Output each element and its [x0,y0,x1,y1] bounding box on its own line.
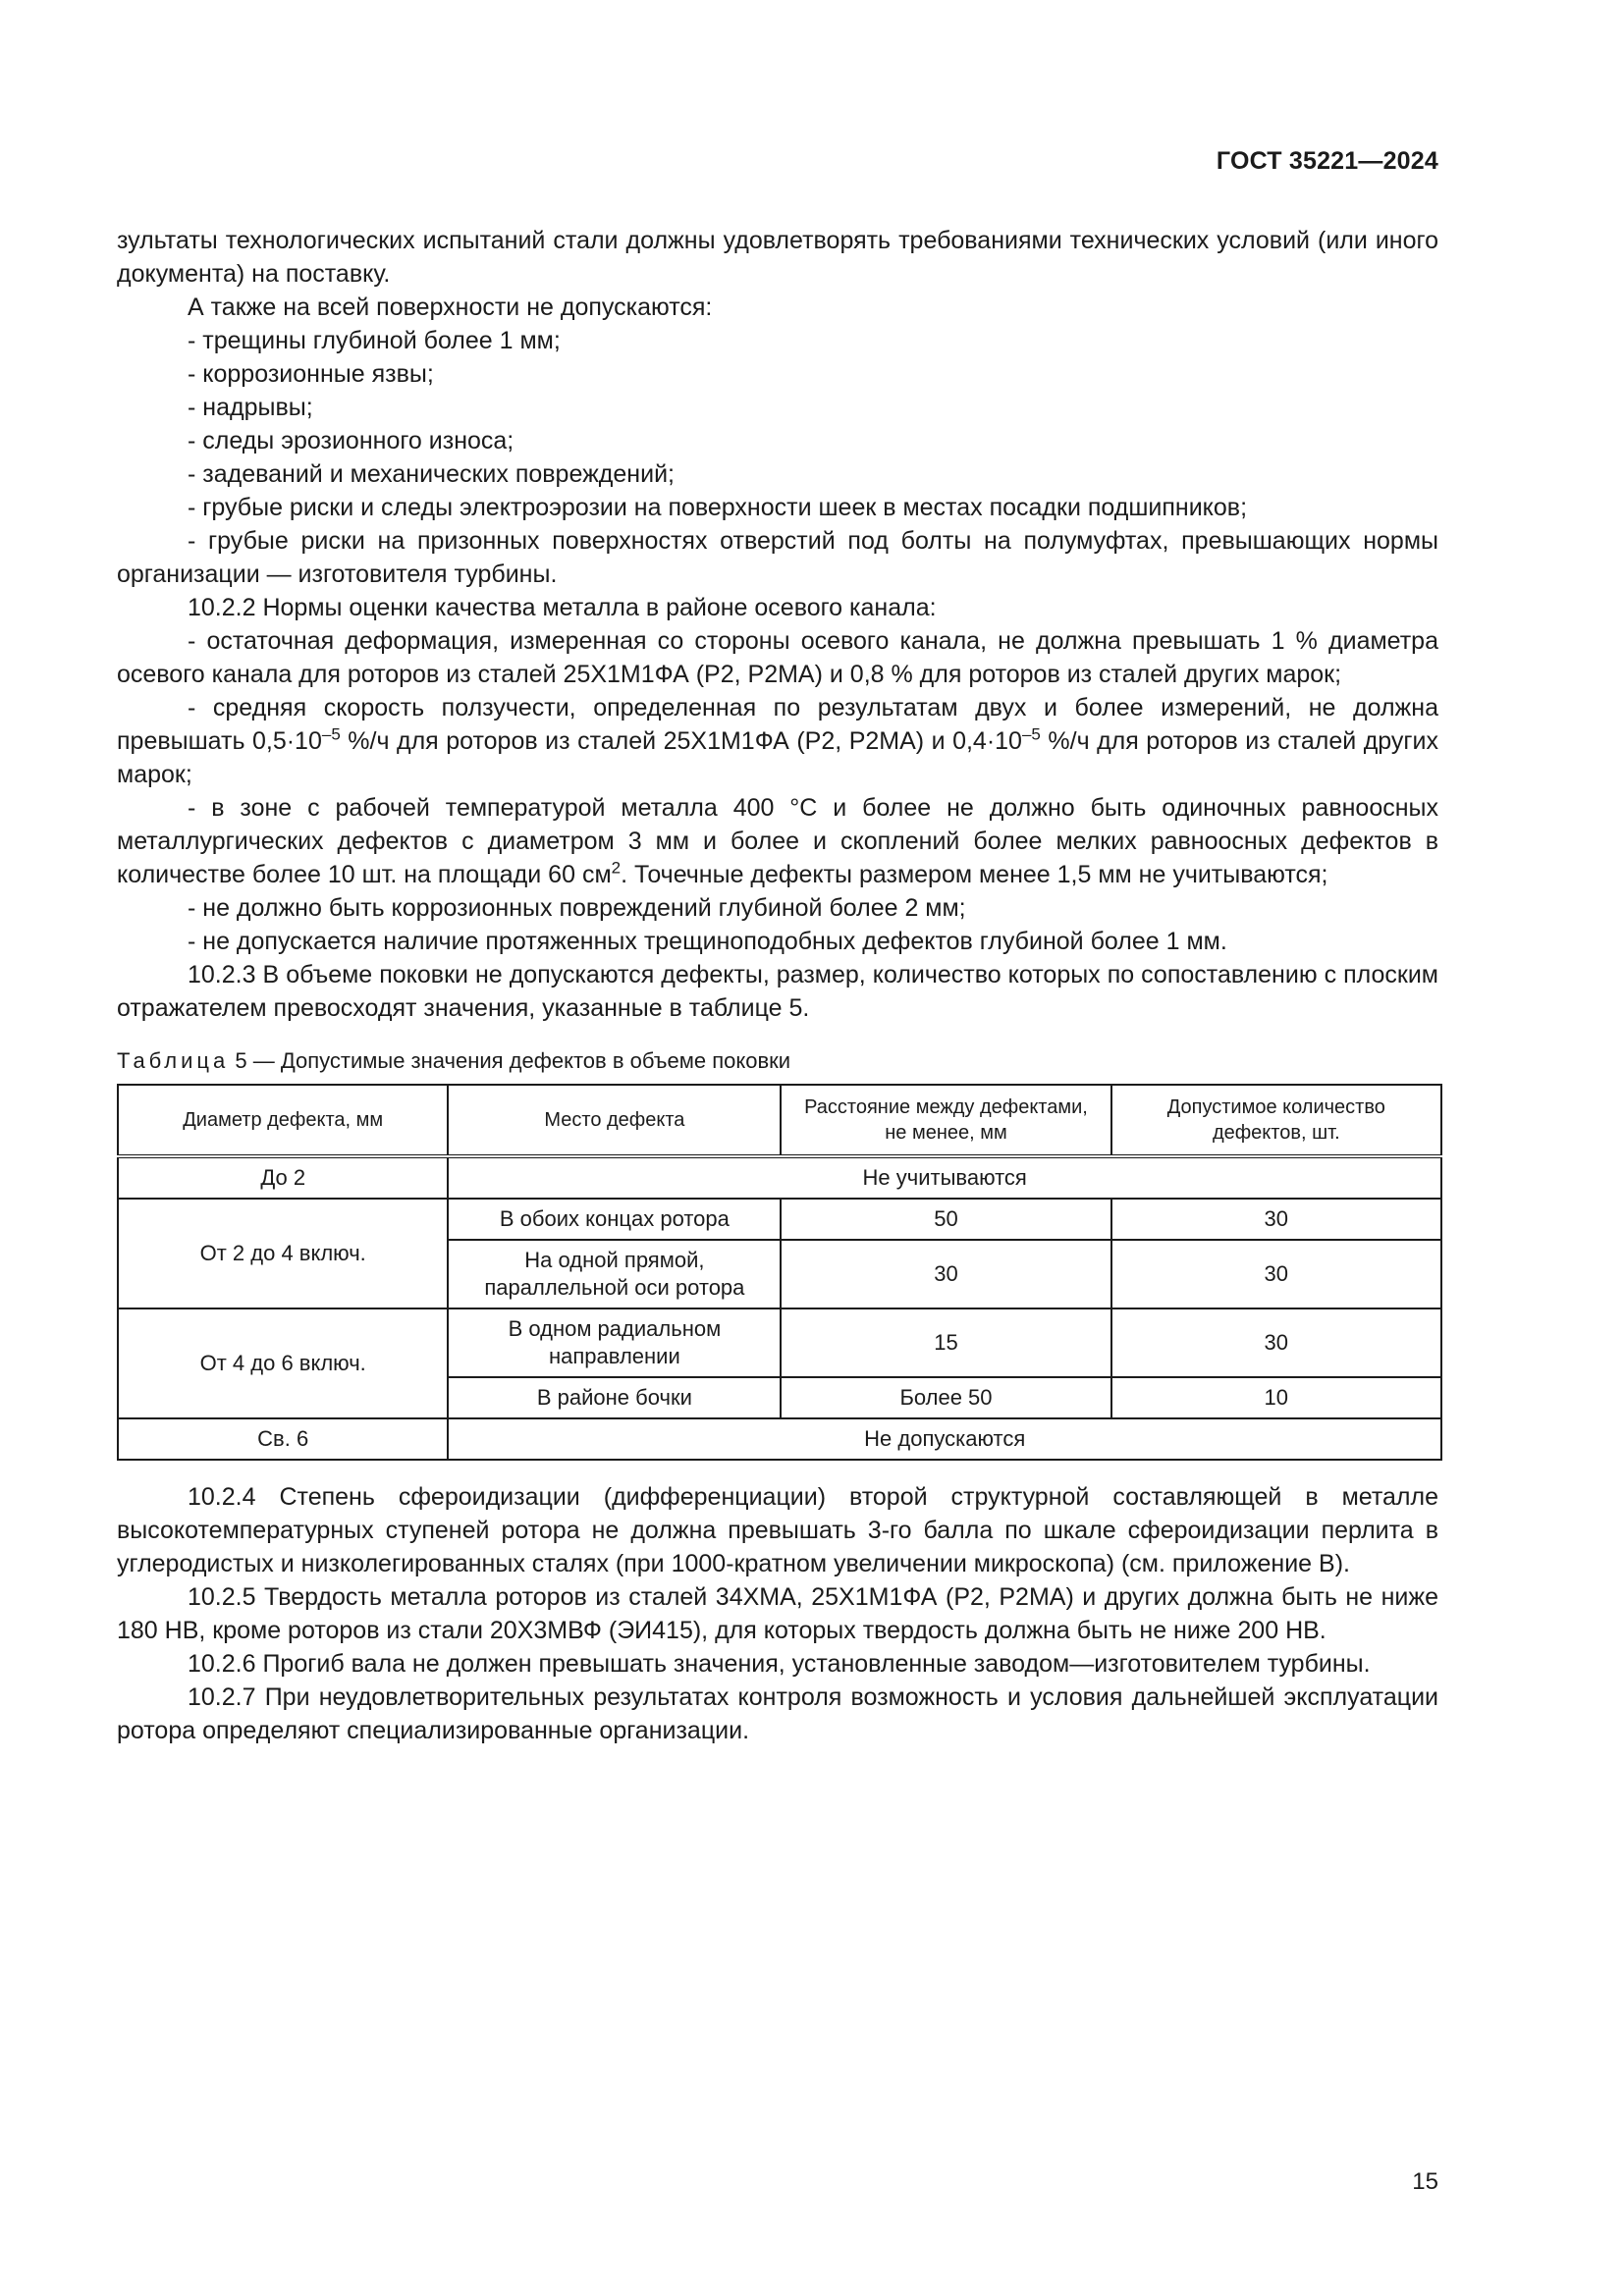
document-code: ГОСТ 35221—2024 [1216,147,1438,175]
list-item: - не допускается наличие протяженных трещиноподобных дефектов глубиной более 1 мм. [188,928,1227,955]
list-item: - не должно быть коррозионных повреждений глубиной более 2 мм; [188,894,966,922]
table-caption [117,1046,1438,1076]
table-header-row [118,1085,1441,1156]
cell-count: 30 [1111,1308,1441,1377]
list-item-zone [117,791,1438,891]
list-item: - следы эрозионного износа; [188,427,514,454]
paragraph: зультаты технологических испытаний стали должны удовлетворять требованиями технических условий (или иного документа) на поставку. [117,227,1438,288]
cell-diameter: От 4 до 6 включ. [118,1308,448,1418]
cell-count: 30 [1111,1199,1441,1240]
list-item: - грубые риски на призонных поверхностях отверстий под болты на полумуфтах, превышающих нормы организации — изготовителя турбины. [117,527,1438,588]
document-body [117,224,1438,1747]
table-row [118,1199,1441,1240]
header-distance: Расстояние между дефектами, не менее, мм [781,1085,1110,1156]
exponent: –5 [321,724,341,744]
cell-place: На одной прямой, параллельной оси ротора [448,1240,781,1308]
cell-merged: Не допускаются [448,1418,1441,1460]
paragraph: А также на всей поверхности не допускаются: [188,294,713,321]
exponent: 2 [611,858,622,878]
list-item: - трещины глубиной более 1 мм; [188,327,561,354]
list-item: - грубые риски и следы электроэрозии на поверхности шеек в местах посадки подшипников; [188,494,1248,521]
clause-10-2-5: 10.2.5 Твердость металла роторов из сталей 34ХМА, 25Х1М1ФА (Р2, Р2МА) и других должна быть не ниже 180 НВ, кроме роторов из стали 20Х3МВФ (ЭИ415), для которых твердость должна быть не ниже 200 НВ. [117,1583,1438,1644]
cell-diameter: От 2 до 4 включ. [118,1199,448,1308]
table-row [118,1308,1441,1377]
header-place: Место дефекта [448,1085,781,1156]
list-item: - задеваний и механических повреждений; [188,460,675,488]
clause-10-2-3: 10.2.3 В объеме поковки не допускаются дефекты, размер, количество которых по сопоставлению с плоским отражателем превосходят значения, указанные в таблице 5. [117,961,1438,1022]
cell-distance: 50 [781,1199,1110,1240]
cell-count: 10 [1111,1377,1441,1418]
page-number: 15 [1412,2168,1438,2195]
header-count: Допустимое количество дефектов, шт. [1111,1085,1441,1156]
cell-diameter: До 2 [118,1156,448,1199]
cell-place: В районе бочки [448,1377,781,1418]
table-row [118,1156,1441,1199]
zone-text-1: - в зоне с рабочей температурой металла 400 °С и более не должно быть одиночных равноосных металлургических дефектов с диаметром 3 мм и более и скоплений более мелких равноосных дефектов в количестве более 10 шт. на площади 60 см [117,794,1438,888]
list-item: - остаточная деформация, измеренная со стороны осевого канала, не должна превышать 1 % диаметра осевого канала для роторов из сталей 25Х1М1ФА (Р2, Р2МА) и 0,8 % для роторов из сталей других марок; [117,627,1438,688]
clause-10-2-4: 10.2.4 Степень сфероидизации (дифференциации) второй структурной составляющей в металле высокотемпературных ступеней ротора не должна превышать 3-го балла по шкале сфероидизации перлита в углеродистых и низколегированных сталях (при 1000-кратном увеличении микроскопа) (см. приложение В). [117,1483,1438,1577]
cell-distance: Более 50 [781,1377,1110,1418]
cell-distance: 15 [781,1308,1110,1377]
list-item-creep [117,691,1438,791]
cell-place: В одном радиальном направлении [448,1308,781,1377]
creep-text-3: %/ч для роторов из сталей других марок; [117,727,1438,788]
list-item: - коррозионные язвы; [188,360,434,388]
exponent: –5 [1021,724,1041,744]
cell-place: В обоих концах ротора [448,1199,781,1240]
creep-text-2: %/ч для роторов из сталей 25Х1М1ФА (Р2, Р2МА) и 0,4·10 [340,727,1022,755]
table-caption-word: Таблица [117,1048,230,1073]
list-item: - надрывы; [188,394,313,421]
defects-table [117,1084,1442,1461]
header-diameter: Диаметр дефекта, мм [118,1085,448,1156]
zone-text-2: . Точечные дефекты размером менее 1,5 мм не учитываются; [621,861,1328,888]
clause-10-2-6: 10.2.6 Прогиб вала не должен превышать значения, установленные заводом—изготовителем турбины. [188,1650,1371,1678]
cell-diameter: Св. 6 [118,1418,448,1460]
table-row [118,1418,1441,1460]
cell-count: 30 [1111,1240,1441,1308]
table-caption-title: 5 — Допустимые значения дефектов в объеме поковки [229,1048,791,1073]
clause-10-2-2: 10.2.2 Нормы оценки качества металла в районе осевого канала: [188,594,937,621]
cell-distance: 30 [781,1240,1110,1308]
creep-text-1: - средняя скорость ползучести, определенная по результатам двух и более измерений, не должна превышать 0,5·10 [117,694,1438,755]
cell-merged: Не учитываются [448,1156,1441,1199]
clause-10-2-7: 10.2.7 При неудовлетворительных результатах контроля возможность и условия дальнейшей эксплуатации ротора определяют специализированные организации. [117,1683,1438,1744]
